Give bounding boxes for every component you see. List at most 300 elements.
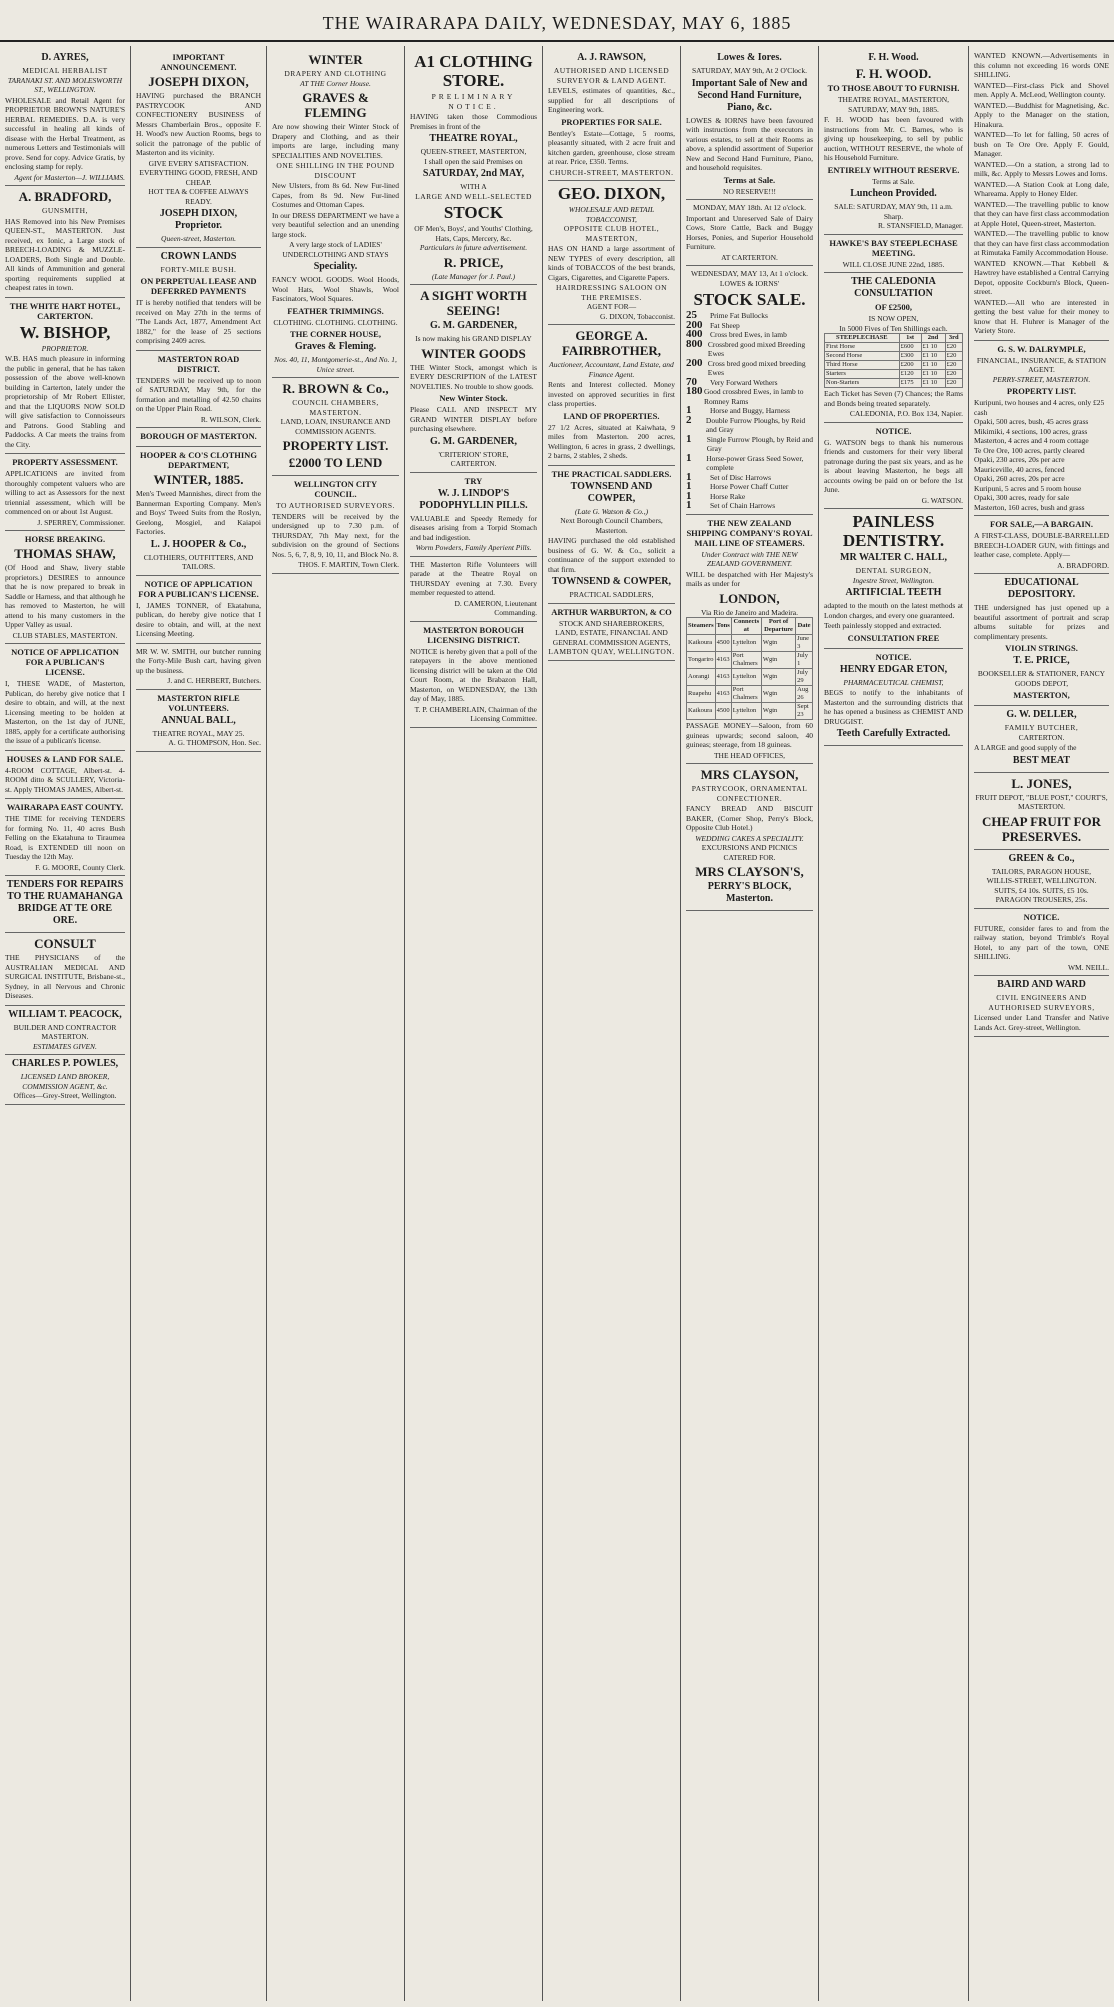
table-header-cell: 2nd (921, 334, 945, 343)
table-header-cell: 3rd (945, 334, 962, 343)
ad-heading: HAWKE'S BAY STEEPLECHASE MEETING. (829, 237, 958, 258)
ad-wanted (974, 51, 1109, 341)
ad-heading: NOTICE. (875, 425, 912, 436)
stock-list (686, 311, 813, 511)
table-body (687, 635, 813, 720)
ad-heading: F. H. Wood. (868, 52, 919, 63)
stock-description: Set of Chain Harrows (710, 501, 776, 510)
ad-subtitle: FRUIT DEPOT, "BLUE POST," COURT'S, MASTERTON. (975, 792, 1108, 811)
ad-dixon-pastry (136, 52, 261, 248)
ad-subtitle: G. M. GARDENER, (430, 320, 517, 331)
ad-subtitle: ON PERPETUAL LEASE AND DEFERRED PAYMENTS (140, 276, 257, 296)
ad-signature: J. and C. HERBERT, Butchers. (167, 676, 261, 685)
ad-subtitle: Under Contract with THE NEW ZEALAND GOVERNMENT. (701, 549, 798, 568)
property-item: Masterton, 4 acres and 4 room cottage (974, 436, 1089, 445)
ad-crown-lands (136, 251, 261, 351)
ad-address: OPPOSITE CLUB HOTEL, MASTERTON, (563, 224, 660, 243)
ad-address: Next Borough Council Chambers, Masterton. (560, 516, 663, 535)
ad-footer: THE HEAD OFFICES, (713, 750, 786, 760)
ad-subtitle: FORTY-MILE BUSH. (160, 264, 237, 274)
ad-signature: D. CAMERON, Lieutenant Commanding. (454, 598, 537, 617)
property-item: Mauriceville, 40 acres, fenced (974, 464, 1065, 474)
property-item: Opaki, 230 acres, 20s per acre (974, 455, 1065, 464)
ad-body: THE undersigned has just opened up a beautiful assortment of portrait and scrap albums suitable for prizes and complimentary presents. (974, 603, 1109, 641)
table-cell: £200 (899, 361, 921, 370)
ad-line: ONE SHILLING IN THE POUND DISCOUNT (276, 161, 395, 180)
ad-heading: Lowes & Iores. (717, 52, 782, 63)
ad-body: adapted to the mouth on the latest methods at London charges, and every one guaranteed. (824, 601, 963, 620)
ad-body: Bentley's Estate—Cottage, 5 rooms, pleasantly situated, with 2 acre fruit and kitchen garden, greenhouse, close stream at rear. Price, £350. Terms. (548, 128, 675, 166)
table-cell: £1 10 (921, 352, 945, 361)
stock-description: Double Furrow Ploughs, by Reid and Gray (705, 415, 806, 434)
ad-gardener (410, 288, 537, 473)
ad-line: ARTIFICIAL TEETH (845, 587, 942, 598)
ad-subtitle: DRAPERY AND CLOTHING (284, 69, 387, 78)
ad-title: GEORGE A. FAIRBROTHER, (561, 328, 662, 358)
ad-signature: A. G. THOMPSON, Hon. Sec. (168, 738, 261, 747)
ad-line: PARAGON TROUSERS, 25s. (995, 895, 1088, 904)
ad-hawkes-bay (824, 238, 963, 274)
ad-bradford (5, 189, 125, 298)
table-cell: Wgtn (761, 635, 795, 652)
ad-signature: T. P. CHAMBERLAIN, Chairman of the Licensing Committee. (414, 704, 537, 723)
stock-item (686, 311, 813, 321)
ad-warburton (548, 607, 675, 661)
ad-line: STOCK (443, 203, 504, 222)
ad-heading: THE NEW ZEALAND SHIPPING COMPANY'S ROYAL MAIL LINE OF STEAMERS. (686, 517, 813, 548)
ad-body: A LARGE and good supply of the (974, 743, 1077, 752)
table-cell: 4163 (715, 686, 731, 703)
ad-line: LARGE AND WELL-SELECTED (415, 191, 532, 201)
ad-subtitle: TAILORS, PARAGON HOUSE, (991, 866, 1092, 876)
ad-body: HAS Removed into his New Premises QUEEN-ST., MASTERTON. Just received, ex Ionic, a Large stock of BREECH-LOADING & MUZZLE-LOADERS, Both Single and Double. All kinds of Ammunition and general sporting requirements supplied at cheapest rates in town. (5, 216, 125, 292)
ad-deller (974, 709, 1109, 773)
stock-description: Horse and Buggy, Harness (710, 406, 790, 415)
ad-date: SATURDAY, MAY 9th, 1885. (848, 104, 939, 114)
ad-heading: WAIRARAPA EAST COUNTY. (6, 802, 124, 812)
ad-heading: HORSE BREAKING. (24, 534, 106, 544)
ad-footer: CLUB STABLES, MASTERTON. (12, 630, 118, 640)
table-cell: £1 10 (921, 379, 945, 388)
ad-line: OF Men's, Boys', and Youths' Clothing, Hats, Caps, Mercery, &c. (414, 224, 533, 243)
ad-address: LAMBTON QUAY, WELLINGTON. (548, 647, 675, 656)
ad-subtitle: DENTAL SURGEON, (855, 566, 932, 575)
table-cell: 4163 (715, 652, 731, 669)
table-cell: £20 (945, 379, 962, 388)
ad-title: JOSEPH DIXON, (148, 74, 249, 89)
ad-subtitle: (Late Manager for J. Paul.) (431, 271, 516, 281)
ad-heading: WINTER (308, 52, 363, 67)
ad-subtitle: TO THOSE ABOUT TO FURNISH. (827, 83, 960, 93)
ad-title: GREEN & Co., (1008, 852, 1075, 864)
ad-borough (136, 431, 261, 447)
stock-item (686, 318, 813, 331)
ad-place: CARTERTON. (450, 459, 497, 468)
ad-line: EVERYTHING GOOD, FRESH, AND CHEAP. (139, 168, 258, 187)
wanted-item: WANTED.—The travelling public to know that they can have first class accommodation at Rimutaka Family Accommodation House. (974, 229, 1109, 257)
table-cell: Port Chalmers (731, 686, 761, 703)
table-cell: July 1 (796, 652, 813, 669)
ad-title: A SIGHT WORTH SEEING! (420, 288, 527, 318)
ad-subtitle: (Late G. Watson & Co.,) (574, 506, 649, 516)
ad-body: Each Ticket has Seven (7) Chances; the Rams and Bonds being treated separately. (824, 389, 963, 408)
property-item: Masterton, 160 acres, bush and grass (974, 502, 1085, 512)
ad-heading: NOTICE. (1023, 911, 1060, 922)
stock-item (686, 470, 813, 483)
table-cell: Port Chalmers (731, 652, 761, 669)
ad-line: Worm Powders, Family Aperient Pills. (415, 543, 532, 552)
ad-title: CHARLES P. POWLES, (11, 1058, 119, 1069)
table-header-cell: Connects at (731, 618, 761, 635)
table-cell: Ruapehu (687, 686, 716, 703)
ad-signature: JOSEPH DIXON, Proprietor. (159, 208, 238, 231)
stock-quantity: 70 (686, 375, 697, 388)
ad-wellington-council (272, 479, 399, 574)
ad-heading: THE WHITE HART HOTEL, CARTERTON. (9, 300, 121, 321)
ad-heading: IMPORTANT ANNOUNCEMENT. (160, 52, 237, 72)
ad-subtitle: PROPRIETOR. (41, 343, 89, 353)
table-cell: Wgtn (761, 686, 795, 703)
stock-description: Set of Disc Harrows (710, 472, 772, 482)
ad-watson (824, 426, 963, 510)
table-cell: £20 (945, 343, 962, 352)
ad-shipping (686, 518, 813, 765)
wanted-item: WANTED.—Buddhist for Magnetising, &c. Apply to the Manager on the station, Hinakura. (974, 100, 1109, 129)
ad-heading: MASTERTON ROAD DISTRICT. (157, 353, 240, 374)
ad-body: Are now showing their Winter Stock of Drapery and Clothing, and as their imports are large, including many SPECIALITIES AND NOVELTIES. (272, 122, 399, 160)
ad-signature: CALEDONIA, P.O. Box 134, Napier. (849, 409, 963, 418)
table-cell: 4500 (715, 635, 731, 652)
ad-body: In our DRESS DEPARTMENT we have a very beautiful selection and an unending large stock. (272, 210, 399, 239)
table-cell: First Horse (825, 343, 900, 352)
ad-address: TARANAKI ST. AND MOLESWORTH ST., WELLINGTON. (7, 75, 123, 94)
ad-notice-tonner (136, 579, 261, 644)
ad-subtitle: MEDICAL HERBALIST (22, 66, 108, 75)
property-list (974, 398, 1109, 512)
ad-line: AGENT FOR— (586, 302, 637, 311)
ad-title: GEO. DIXON, (557, 184, 666, 203)
ad-heading: TRY (464, 475, 483, 486)
stock-quantity: 1 (686, 432, 692, 445)
table-row (687, 703, 813, 720)
ad-title: LONDON, (719, 590, 780, 606)
stock-item (686, 337, 813, 359)
ad-address: Queen-street, Masterton. (161, 234, 236, 243)
ad-title: PAINLESS DENTISTRY. (842, 512, 945, 550)
ad-title: HENRY EDGAR ETON, (839, 663, 948, 675)
ad-subtitle: PHARMACEUTICAL CHEMIST, (843, 677, 944, 687)
steeplechase-table (824, 333, 963, 388)
stock-item (686, 413, 813, 435)
ad-subtitle: STOCK AND SHAREBROKERS, LAND, ESTATE, FINANCIAL AND GENERAL COMMISSION AGENTS, (552, 618, 671, 647)
ad-signature: T. E. PRICE, (1013, 655, 1070, 666)
ad-geo-dixon (548, 184, 675, 325)
ad-signature: Agent for Masterton—J. WILLIAMS. (14, 172, 125, 182)
wanted-item: WANTED.—A Station Cook at Long dale, Whareama. Apply to Honey Elder. (974, 179, 1109, 198)
stock-item (686, 375, 813, 388)
ad-body: MR W. W. SMITH, our butcher running the Forty-Mile Bush cart, having given up the business. (136, 646, 261, 675)
ad-road-district (136, 354, 261, 429)
table-cell: £300 (899, 352, 921, 361)
ad-heading: MASTERTON BOROUGH LICENSING DISTRICT. (423, 624, 524, 645)
ad-depository (974, 577, 1109, 706)
stock-item (686, 406, 813, 416)
ad-volunteers (410, 560, 537, 622)
ad-heading: CONSULT (34, 936, 96, 951)
ad-address: PERRY-STREET, MASTERTON. (992, 374, 1091, 384)
ad-title: WILLIAM T. PEACOCK, (8, 1008, 122, 1020)
ad-line: SATURDAY, 2nd MAY, (422, 168, 525, 179)
ad-body: THE Winter Stock, amongst which is EVERY DESCRIPTION of the LATEST NOVELTIES. No trouble to show goods. (410, 362, 537, 391)
ad-place: AT CARTERTON. (721, 252, 778, 262)
table-cell: Tongariro (687, 652, 716, 669)
ad-title: TOWNSEND AND COWPER, (570, 480, 653, 504)
ad-body: F. H. WOOD has been favoured with instructions from Mr. C. Barnes, who is giving up housekeeping, to sell by public auction, WITHOUT RESERVE, the whole of his Household Furniture. (824, 115, 963, 162)
table-header-cell: 1st (899, 334, 921, 343)
ad-body: 4-ROOM COTTAGE, Albert-st. 4-ROOM ditto & SCULLERY, Victoria-st. Apply THOMAS JAMES, Albert-st. (5, 765, 125, 794)
wanted-item: WANTED—First-class Pick and Shovel men. Apply A. McLeod, Wellington county. (974, 80, 1109, 99)
ad-body: HAVING taken those Commodious Premises in front of the (410, 112, 537, 131)
property-item: Kuripuni, two houses and 4 acres, only £25 cash (974, 398, 1105, 417)
ad-title: MRS CLAYSON, (700, 767, 799, 782)
ad-body: FANCY BREAD AND BISCUIT BAKER, (Corner Shop, Perry's Block, Opposite Club Hotel.) (686, 804, 813, 832)
ad-heading: CROWN LANDS (160, 250, 237, 262)
table-cell: Wgtn (761, 669, 795, 686)
ad-heading: MASTERTON RIFLE VOLUNTEERS. (157, 692, 240, 713)
table-row (825, 370, 963, 379)
table-header-row (825, 334, 963, 343)
masthead-rule (0, 40, 1114, 42)
stock-description: Single Furrow Plough, by Reid and Gray (706, 434, 813, 453)
ad-body: A FIRST-CLASS, DOUBLE-BARRELLED BREECH-LOADER GUN, with fittings and leather case, complete. Apply— (974, 531, 1109, 559)
stock-quantity: 180 (686, 385, 703, 397)
ad-body: I, JAMES TONNER, of Ekatahuna, publican, do hereby give notice that I desire to obtain, and will, at the next Licensing Meeting. (136, 600, 261, 638)
ad-line: NO RESERVE!!! (723, 186, 776, 196)
table-header-cell: STEEPLECHASE (825, 334, 900, 343)
ad-dalrymple (974, 344, 1109, 517)
ad-signature: G. DIXON, Tobacconist. (600, 311, 675, 321)
stock-quantity: 1 (686, 480, 692, 492)
column-2 (131, 46, 266, 2001)
ad-line: In 5000 Fives of Ten Shillings each. (839, 323, 948, 333)
table-cell: July 29 (796, 669, 813, 686)
table-row (687, 669, 813, 686)
ad-line: VIOLIN STRINGS. (1005, 643, 1078, 653)
table-row (687, 686, 813, 703)
ad-place: AT THE Corner House. (300, 78, 371, 88)
ad-address: QUEEN-STREET, MASTERTON, (420, 147, 527, 156)
ad-footer: THE CORNER HOUSE, (290, 329, 381, 339)
ad-place: CARTERTON. (1018, 732, 1065, 742)
stock-description: Fat Sheep (710, 320, 740, 330)
ad-body: TENDERS will be received up to noon of SATURDAY, May 9th, for the formation and metalling of 42.50 chains on the Upper Plain Road. (136, 375, 261, 413)
ad-line: CLOTHING. CLOTHING. CLOTHING. (273, 317, 398, 327)
table-cell: Lyttelton (731, 669, 761, 686)
ad-tenders (5, 879, 125, 933)
ad-line: ENTIRELY WITHOUT RESERVE. (827, 164, 960, 175)
ad-title: THE CALEDONIA CONSULTATION (851, 276, 936, 299)
ad-body: Important and Unreserved Sale of Dairy Cows, Store Cattle, Back and Buggy Horses, Ponies, and Superior Household Furniture. (686, 213, 813, 251)
ad-line: HOT TEA & COFFEE ALWAYS READY. (148, 187, 249, 206)
ad-line: IS NOW OPEN, (868, 314, 919, 323)
stock-quantity: 1 (686, 470, 692, 483)
ad-line: WINTER GOODS (421, 345, 526, 361)
property-item: Opaki, 260 acres, 20s per acre (974, 474, 1065, 483)
ad-caledonia (824, 276, 963, 423)
ad-fairbrother (548, 328, 675, 466)
wanted-item: WANTED KNOWN.—That Kebbell & Hawtrey have established a Central Carrying Depot, opposite Cockburn's Block, Queen-street. (974, 258, 1109, 296)
table-cell: 4163 (715, 669, 731, 686)
table-body (825, 343, 963, 388)
ad-title: GRAVES & FLEMING (302, 90, 369, 120)
ad-subtitle: CIVIL ENGINEERS AND AUTHORISED SURVEYORS, (988, 993, 1095, 1012)
ad-subtitle: OF £2500, (875, 302, 912, 312)
ad-body: HAS ON HAND a large assortment of NEW TYPES of every description, all kinds of TOBACCOS of the best brands, Cigars, Cigarettes, and Cigarette Papers. (548, 244, 675, 282)
ad-title: D. AYRES, (41, 52, 89, 63)
ad-body: THE Masterton Rifle Volunteers will parade at the Theatre Royal on THURSDAY evening at 7.30. Every member requested to attend. (410, 559, 537, 597)
table-cell: £120 (899, 370, 921, 379)
ad-townsend (548, 469, 675, 604)
ad-wood (824, 52, 963, 235)
ad-body: THE PHYSICIANS of the AUSTRALIAN MEDICAL AND SURGICAL INSTITUTE, Brisbane-st., Sydney, in all Nervous and Chronic Diseases. (5, 953, 125, 1000)
ad-heading: PROPERTY ASSESSMENT. (12, 457, 118, 467)
table-cell: £20 (945, 352, 962, 361)
table-cell: Aug 26 (796, 686, 813, 703)
stock-quantity: 1 (686, 489, 692, 502)
ad-signature: J. SPERREY, Commissioner. (37, 517, 125, 527)
ad-body: BEGS to notify to the inhabitants of Masterton and the surrounding districts that he has opened a business as CHEMIST AND DRUGGIST. (824, 688, 963, 726)
ad-address: Nos. 40, 11, Montgomerie-st., And No. 1, Unice street. (274, 355, 397, 374)
ad-title: L. JONES, (1011, 775, 1072, 791)
ad-note: ESTIMATES GIVEN. (33, 1041, 97, 1051)
ad-heading: NOTICE OF APPLICATION FOR A PUBLICAN'S LICENSE. (138, 578, 259, 599)
stock-quantity: 1 (686, 499, 692, 511)
ad-body: TENDERS will be received by the undersigned up to 7.30 p.m. of THURSDAY, 7th May next, for the subdivision on the ground of Sections Nos. 5, 6, 7, 8, 9, 10, 11, and Block No. 8. (272, 511, 399, 559)
table-cell: Kaikoura (687, 635, 716, 652)
masthead-title: THE WAIRARAPA DAILY, WEDNESDAY, MAY 6, 1885 (322, 13, 792, 33)
ad-line: Terms at Sale. (872, 176, 915, 186)
table-cell: Wgtn (761, 652, 795, 669)
ad-licensing (410, 625, 537, 728)
stock-description: Crossbred good mixed Breeding Ewes (707, 339, 806, 358)
column-3 (267, 46, 404, 2001)
ad-subtitle: Auctioneer, Accountant, Land Estate, and Finance Agent. (549, 360, 674, 379)
ad-heading: £2000 TO LEND (288, 455, 383, 470)
ad-stock-sale (686, 269, 813, 515)
ad-heading: PROPERTY LIST. (1006, 386, 1077, 396)
table-header-cell: Port of Departure (761, 618, 795, 635)
ad-body: Teeth painlessly stopped and extracted. (824, 621, 942, 630)
table-row (825, 343, 963, 352)
stock-item (686, 451, 813, 473)
ad-place: 'CRITERION' STORE, (438, 449, 509, 459)
ad-signature: R. STANSFIELD, Manager. (877, 221, 963, 230)
column-8 (969, 46, 1114, 2001)
ad-heading: PROPERTY LIST. (282, 438, 389, 453)
ad-body: APPLICATIONS are invited from thoroughly competent valuers who are willing to act as Assessors for the next triennial assessment, which will be commenced on or about 1st August. (5, 469, 125, 516)
ad-line: WILL CLOSE JUNE 22nd, 1885. (842, 259, 945, 269)
table-cell: £1 10 (921, 343, 945, 352)
ad-line: GIVE EVERY SATISFACTION. (148, 158, 249, 168)
table-cell: June 3 (796, 635, 813, 652)
ad-line: WEDDING CAKES A SPECIALITY. (695, 833, 804, 843)
ad-signature: Graves & Fleming. (294, 341, 377, 352)
ad-signature: F. G. MOORE, County Clerk. (35, 862, 125, 872)
table-cell: £600 (899, 343, 921, 352)
ad-body: Licensed under Land Transfer and Native Lands Act. Grey-street, Wellington. (974, 1013, 1109, 1032)
ad-graves-fleming (272, 52, 399, 378)
ad-place: THEATRE ROYAL, MASTERTON, (837, 95, 950, 104)
ad-body: THE TIME for receiving TENDERS for forming No. 11, 40 acres Bush Felling on the Ekatahuna to Tiraumea Road, is EXTENDED till noon on Tuesday the 12th May. (5, 814, 125, 861)
ad-place: MASTERTON, (1013, 690, 1070, 700)
stock-item (686, 387, 813, 406)
ad-signature: TOWNSEND & COWPER, (552, 576, 671, 587)
ad-signature: MRS CLAYSON'S, (695, 864, 804, 879)
ad-body: Men's Tweed Mannishes, direct from the Bannerman Exporting Company. Men's and Boys' Tweed Suits from the Roslyn, Geelong, Mosgiel, and Kaiapoi Factories. (136, 489, 261, 536)
ad-body: Rents and Interest collected. Money invested on approved securities in first class properties. (548, 380, 675, 408)
ad-line: Luncheon Provided. (850, 188, 937, 199)
stock-item (686, 356, 813, 378)
ad-subtitle: PRACTICAL SADDLERS, (569, 590, 654, 599)
ad-heading: PROPERTIES FOR SALE. (561, 116, 662, 127)
ad-body: Please CALL AND INSPECT MY GRAND WINTER DISPLAY before purchasing elsewhere. (410, 405, 537, 433)
ad-line: BEST MEAT (1012, 754, 1071, 766)
ad-subtitle: COUNCIL CHAMBERS, MASTERTON. (292, 398, 379, 417)
property-item: Kuripuni, 5 acres and 5 room house (974, 483, 1082, 493)
ad-body: W.B. HAS much pleasure in informing the public in general, that he has taken possession of the above well-known building in Carterton, lately under the proprietorship of Mr Robert Ellister, and that the LIQUORS NOW SOLD will give satisfaction to Connoisseurs and Patrons. Good Stabling and Paddocks. A Car meets the trains from the City. (5, 354, 125, 449)
ad-heading: NOTICE OF APPLICATION FOR A PUBLICAN'S LICENSE. (11, 647, 119, 677)
ad-subtitle: AUTHORISED AND LICENSED SURVEYOR & LAND AGENT. (553, 66, 670, 85)
ad-title: STOCK SALE. (693, 290, 806, 309)
table-cell: Sept 23 (796, 703, 813, 720)
wanted-item: WANTED—To let for falling, 50 acres of bush on Te Ore Ore. Apply F. Gould, Manager. (974, 130, 1109, 158)
ad-heading: LAND OF PROPERTIES. (563, 410, 660, 421)
ad-horse-breaking (5, 534, 125, 644)
stock-item (686, 482, 813, 492)
ad-title: EDUCATIONAL DEPOSITORY. (1004, 577, 1079, 600)
ad-subtitle: LAND, LOAN, INSURANCE AND COMMISSION AGENTS. (280, 417, 391, 436)
ad-line: A very large stock of LADIES' UNDERCLOTHING AND STAYS (282, 240, 389, 259)
table-header-cell: Steamers (687, 618, 716, 635)
ad-line: SUITS, £4 10s. SUITS, £5 10s. (994, 885, 1089, 895)
ad-subtitle: FAMILY BUTCHER, (1004, 723, 1079, 732)
shipping-table (686, 617, 813, 720)
ad-green (974, 853, 1109, 909)
table-cell: £175 (899, 379, 921, 388)
ad-title: A. BRADFORD, (18, 189, 112, 204)
stock-quantity: 2 (686, 413, 692, 426)
ad-title: W. BISHOP, (19, 322, 111, 342)
table-cell: Lyttelton (731, 635, 761, 652)
table-cell: £1 10 (921, 370, 945, 379)
ad-title: THOMAS SHAW, (14, 546, 116, 561)
ad-subtitle: PASTRYCOOK, ORNAMENTAL CONFECTIONER. (691, 784, 808, 803)
ad-body: FUTURE, consider fares to and from the railway station, beyond Trimble's Royal Hotel, to any part of the town, ONE SHILLING. (974, 923, 1109, 961)
table-cell: £20 (945, 370, 962, 379)
ad-address: Ingestre Street, Wellington. (852, 575, 935, 585)
table-row (825, 352, 963, 361)
ad-body: WILL be despatched with Her Majesty's mails as under for (686, 569, 813, 588)
ad-body: NOTICE is hereby given that a poll of the ratepayers in the above mentioned licensing district will be taken at the Old Court Room, at the Brabazon Hall, Masterton, on WEDNESDAY, the 13th day of May, 1885. (410, 646, 537, 703)
table-cell: Third Horse (825, 361, 900, 370)
stock-description: Cross bred Ewes, in lamb (710, 330, 787, 339)
table-cell: 4500 (715, 703, 731, 720)
ad-heading: BOROUGH OF MASTERTON. (140, 431, 257, 441)
table-cell: Kaikoura (687, 703, 716, 720)
property-item: Opaki, 300 acres, ready for sale (974, 493, 1070, 502)
ad-line: Terms at Sale. (723, 174, 776, 185)
ad-date: WEDNESDAY, MAY 13, At 1 o'clock. (690, 269, 809, 278)
